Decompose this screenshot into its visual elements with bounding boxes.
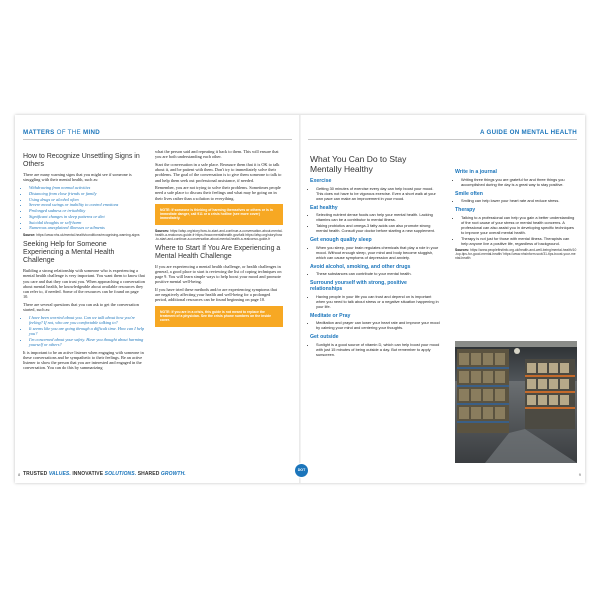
header-mind: MIND bbox=[82, 129, 100, 136]
tip-heading: Meditate or Pray bbox=[310, 312, 351, 319]
right-column-2 bbox=[455, 165, 577, 263]
tagline-word: INNOVATIVE bbox=[72, 471, 104, 477]
tip-list bbox=[455, 215, 577, 246]
tagline-word: SHARED bbox=[137, 471, 160, 477]
tip-list bbox=[310, 212, 440, 233]
tip-list bbox=[310, 271, 440, 276]
list-item: • Numerous unexplained illnesses or ailments bbox=[29, 225, 145, 230]
warehouse-photo bbox=[455, 341, 577, 463]
left-column-1 bbox=[23, 149, 145, 373]
page-header-left bbox=[23, 129, 100, 136]
paragraph: It is important to be an active listener when engaging with someone in these conversations and be sympathetic to their feelings. Be an active listener to show the person that you are interested and engaged in the conversation. You can do this by summarizing bbox=[23, 349, 144, 371]
tip-heading: Smile often bbox=[455, 190, 483, 197]
tip-heading: Exercise bbox=[310, 178, 332, 184]
tip-list bbox=[310, 186, 440, 201]
header-rule bbox=[308, 139, 577, 140]
tip-heading: Write in a journal bbox=[455, 169, 497, 175]
list-item: • When you sleep, your brain regulates chemicals that play a role in your mood. Without enough sleep, your mind and body become sluggish, which can cause symptoms of depression and anxiety. bbox=[316, 245, 440, 260]
tip-list bbox=[455, 198, 577, 203]
header-rule bbox=[23, 139, 292, 140]
source-note bbox=[23, 233, 145, 237]
paragraph: Building a strong relationship with someone who is experiencing a mental health challenge is very important. You want them to know that you care and that they can trust you. When approaching a conversation about mental health, be knowledgeable about available resources they can refer to, if needed. Some of the resources can be found on page 10. bbox=[23, 268, 145, 300]
list-item: • Therapy is not just for those with mental illness. Therapists can help anyone live a positive life, regardless of background. bbox=[461, 236, 577, 246]
source-note bbox=[155, 229, 283, 241]
tip-heading: Therapy bbox=[455, 207, 476, 213]
tip-heading: Get enough quality sleep bbox=[310, 237, 372, 243]
tip-list bbox=[310, 245, 440, 260]
company-logo: DOT bbox=[294, 463, 309, 478]
paragraph: Start the conversation in a safe place. Reassure them that it is OK to talk about it, and be patient with them. Don't try to immediately solve their problems. The goal of the conversation is to give them someone to talk to and help them seek out professional assistance, if needed. bbox=[155, 161, 282, 183]
tip-heading: Avoid alcohol, smoking, and other drugs bbox=[310, 263, 411, 270]
tagline-word: TRUSTED bbox=[23, 471, 48, 477]
list-item: • Distancing from close friends or family bbox=[29, 191, 145, 196]
right-page bbox=[300, 115, 585, 483]
list-item: • Selecting nutrient dense foods can help your mental health. Lacking vitamins can be a contributor to mental illness. bbox=[316, 212, 440, 222]
paragraph: what the person said and repeating it back to them. This will ensure that you are both understanding each other. bbox=[155, 149, 279, 160]
list-item: • Sunlight is a good source of vitamin D, which can help boost your mood with just 15 minutes of being outside a day. But remember to apply sunscreen. bbox=[316, 342, 440, 357]
left-column-2 bbox=[155, 149, 283, 331]
section-heading: How to Recognize Unsettling Signs in Others bbox=[23, 153, 140, 168]
source-label: Source: bbox=[23, 233, 36, 238]
brochure-spread bbox=[15, 115, 585, 483]
list-item: • Talking to a professional can help you gain a better understanding of the root cause of your stress or mental health concerns. A professional can also assist you in developing specific techniques to improve your overall mental health. bbox=[461, 215, 577, 235]
list-item: • Smiling can help lower your heart rate and reduce stress. bbox=[461, 198, 577, 203]
warning-signs-list bbox=[23, 185, 145, 231]
paragraph: There are several questions that you can ask to get the conversation started, such as: bbox=[23, 301, 139, 313]
list-item: • It seems like you are going through a difficult time. How can I help you? bbox=[29, 326, 145, 336]
section-heading: Seeking Help for Someone Experiencing a Mental Health Challenge bbox=[23, 241, 115, 265]
right-column-1 bbox=[310, 149, 440, 359]
warehouse-image bbox=[455, 341, 577, 463]
list-item: • Writing three things you are grateful for and three things you accomplished during the day is a great way to stay positive. bbox=[461, 177, 577, 187]
list-item: • Meditation and prayer can lower your heart rate and improve your mood by calming your mind and centering your thoughts. bbox=[316, 320, 440, 330]
tip-list bbox=[310, 320, 440, 330]
crisis-note-box: NOTE: If you are in a crisis, this guide is not meant to replace the treatment of a physician. See the crisis phone numbers on the inside cover. bbox=[155, 306, 283, 327]
page-number-right: 9 bbox=[578, 472, 581, 477]
list-item: • Taking probiotics and omega-3 fatty acids can also promote strong mental health. Consult your doctor before starting a new supplement. bbox=[316, 223, 440, 233]
source-label: Sources: bbox=[155, 228, 170, 233]
header-matters: MATTERS bbox=[23, 129, 55, 136]
header-of-the: OF THE bbox=[56, 129, 81, 136]
source-note bbox=[455, 248, 577, 260]
list-item: • Having people in your life you can trust and depend on is important when you need to talk about stress or a negative situation happening in your life. bbox=[316, 294, 440, 309]
list-item: • Withdrawing from normal activities bbox=[29, 185, 145, 190]
list-item: • Using drugs or alcohol often bbox=[29, 197, 145, 202]
page-header-right: A GUIDE ON MENTAL HEALTH bbox=[479, 129, 577, 136]
paragraph: There are many warning signs that you might see if someone is struggling with their mental health, such as: bbox=[23, 172, 132, 183]
tip-list bbox=[455, 177, 577, 187]
page-number-left: 8 bbox=[18, 472, 21, 477]
tip-list bbox=[310, 342, 440, 357]
paragraph: If you have tried these methods and/or are experiencing symptoms that are negatively affecting your health and well-being for a prolonged period, additional resources can be found beginning on page 10. bbox=[155, 287, 277, 303]
tip-heading: Get outside bbox=[310, 334, 339, 340]
list-item: • Severe mood swings or inability to control emotions bbox=[29, 202, 145, 207]
list-item: • I'm concerned about your safety. Have you thought about harming yourself or others? bbox=[29, 337, 145, 347]
source-link[interactable]: https://www.nhs.uk/mental-health/conditions/recognising-warning-signs bbox=[36, 233, 140, 238]
section-heading: Where to Start If You Are Experiencing a Mental Health Challenge bbox=[155, 244, 281, 260]
list-item: • Significant changes in sleep patterns or diet bbox=[29, 214, 145, 219]
list-item: • I have been worried about you. Can we talk about how you're feeling? If not, who are you comfortable talking to? bbox=[29, 315, 145, 325]
source-label: Sources: bbox=[455, 247, 470, 252]
footer-tagline bbox=[23, 471, 186, 477]
list-item: • These substances can contribute to your mental health. bbox=[316, 271, 440, 276]
tip-heading: Surround yourself with strong, positive relationships bbox=[310, 280, 407, 292]
source-link[interactable]: https://www.peoplefirstinfo.org.uk/health-and-well-being/mental-health/10-top-tips-for-good-mental-health/ https://www.nhsinform.scot/31-tips-boost-your-mental-health bbox=[455, 247, 577, 260]
paragraph: Remember, you are not trying to solve their problems. Sometimes people need a safe place to discuss their feelings and what may be going on in their lives rather than a solution to everything. bbox=[155, 185, 281, 201]
paragraph: If you are experiencing a mental health challenge, or health challenges in general, a good place to start is reviewing the list of coping techniques on page 9. You will learn simple ways to help boost your mood and promote positive mental well-being. bbox=[155, 263, 282, 285]
questions-list bbox=[23, 315, 145, 347]
tip-heading: Eat healthy bbox=[310, 204, 338, 211]
tip-list bbox=[310, 294, 440, 309]
tagline-accent: VALUES. bbox=[48, 471, 71, 477]
warning-note-box: NOTE: If someone is thinking of harming themselves or others or is in immediate danger, call 911 or a crisis hotline (see more cover) immediately. bbox=[155, 204, 283, 225]
list-item: • Prolonged sadness or irritability bbox=[29, 208, 145, 213]
tagline-accent: SOLUTIONS. bbox=[104, 471, 137, 477]
source-link[interactable]: https://afsp.org/story/how-to-start-and-continue-a-conversation-about-mental-health-a-realconvo-guide-fr https://www.mentalhealth.gov/talk https://afsp.org/story/how-to-start-and-continue-a-conversation-about-mental-health-a-realconvo-guide-fr bbox=[155, 228, 283, 241]
list-item: • Getting 30 minutes of exercise every day can help boost your mood. This does not have to be vigorous exercise. Even a short walk at your own pace can make an improvement in your mood. bbox=[316, 186, 440, 201]
left-page bbox=[15, 115, 300, 483]
list-item: • Suicidal thoughts or self-harm bbox=[29, 220, 145, 225]
tagline-accent: GROWTH. bbox=[160, 471, 186, 477]
section-heading: What You Can Do to Stay Mentally Healthy bbox=[310, 154, 407, 174]
